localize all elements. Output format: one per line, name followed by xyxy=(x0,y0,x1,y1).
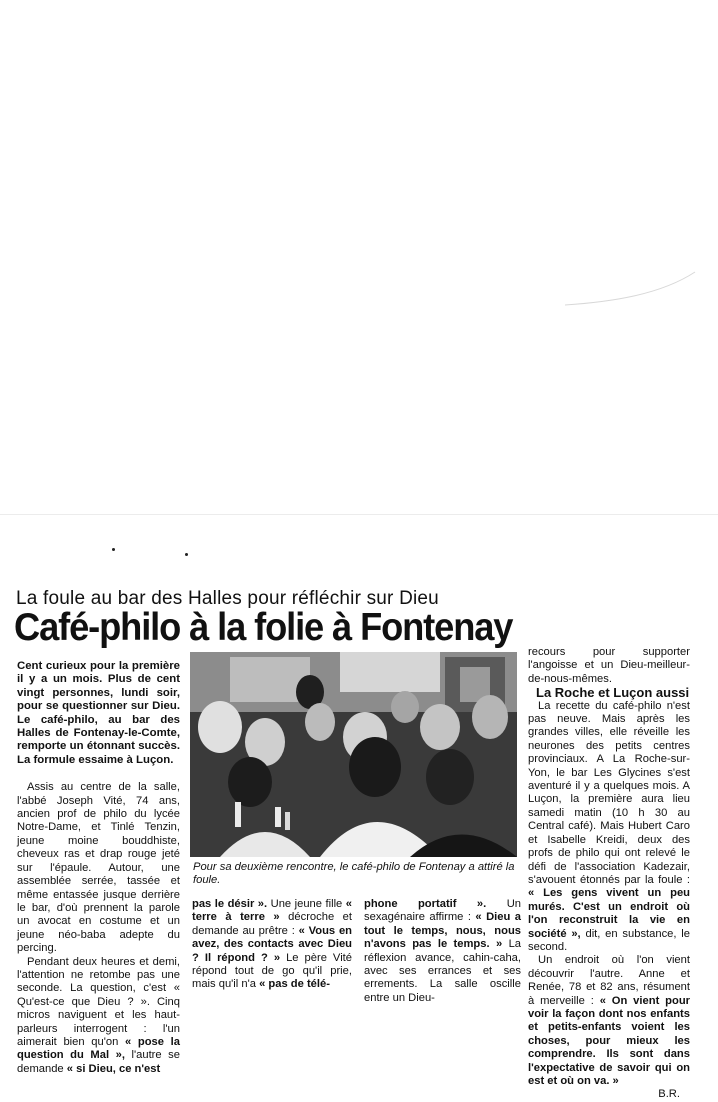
column-2 xyxy=(192,898,352,992)
article-kicker: La foule au bar des Halles pour réfléchir sur Dieu xyxy=(16,588,439,609)
photo-caption: Pour sa deuxième rencontre, le café-philo de Fontenay a attiré la foule. xyxy=(193,861,515,887)
paragraph: recours pour supporter l'angoisse et un Dieu-meilleur-de-nous-mêmes. xyxy=(528,646,690,685)
crowd-photo-image xyxy=(190,652,517,857)
paragraph: phone portatif ». Un sexagénaire affirme : « Dieu a tout le temps, nous, nous n'avons pas le temps. » La réflexion avance, cahin-caha, avec ses errances et ses errements. La salle oscille entre un Dieu- xyxy=(364,898,522,1004)
crowd-photo xyxy=(190,652,517,857)
article-headline: Café-philo à la folie à Fontenay xyxy=(14,606,513,649)
paragraph: Pendant deux heures et demi, l'attention ne retombe pas une seconde. La question, c'est « Qu'est-ce que Dieu ? ». Cinq micros naviguent et les haut-parleurs interrogent : l'un aimerait bien qu'on « pose la question du Mal », l'autre se demande « si Dieu, ce n'est xyxy=(17,955,180,1075)
paragraph: La recette du café-philo n'est pas neuve. Mais après les grandes villes, elle réveille les neurones des petits centres provinciaux. A La Roche-sur-Yon, le bar Les Glycines s'est aventuré il y a quelques mois. A Luçon, la première aura lieu samedi matin (10 h 30 au Central café). Mais Hubert Caro et Isabelle Kreidi, deux des profs de philo qui ont relevé le défi de l'association Kadezair, s'avouent étonnés par la foule : « Les gens vivent un peu murés. C'est un endroit où l'on reconstruit la vie en société », dit, en substance, le second. xyxy=(528,699,691,953)
paper-curl-mark xyxy=(560,270,700,310)
blank-upper-page xyxy=(0,0,718,515)
section-subheading: La Roche et Luçon aussi xyxy=(536,685,690,701)
article-lead: Cent curieux pour la première il y a un mois. Plus de cent vingt personnes, lundi soir, pour se questionner sur Dieu. Le café-philo, au bar des Halles de Fontenay-le-Comte, remporte un étonnant succès. La formule essaime à Luçon. xyxy=(17,660,180,766)
paragraph: Assis au centre de la salle, l'abbé Joseph Vité, 74 ans, ancien prof de philo du lycée Notre-Dame, et Tinlé Tenzin, jeune moine bouddhiste, cheveux ras et drap rouge jeté sur l'épaule. Autour, une assemblée serrée, tassée et même entassée jusque derrière le bar, d'où prennent la parole un avocat en costume et un jeune néo-baba adepte du percing. xyxy=(17,781,180,955)
column-4 xyxy=(528,646,690,1102)
author-signature: B.R. xyxy=(658,1088,680,1101)
column-3 xyxy=(364,898,521,1005)
paragraph: pas le désir ». Une jeune fille « terre à terre » décroche et demande au prêtre : « Vous en avez, des contacts avec Dieu ? Il répond ? » Le père Vité répond tout de go qu'il prie, mais qu'il n'a « pas de télé- xyxy=(192,898,353,991)
scan-speck xyxy=(185,553,188,556)
paragraph: Un endroit où l'on vient découvrir l'autre. Anne et Renée, 78 et 82 ans, résument à merveille : « On vient pour voir la façon dont nos enfants et petits-enfants voient les choses, pour mieux les comprendre. Ils sont dans l'expectative de savoir qui on est et où on va. » xyxy=(528,954,691,1087)
scan-fold-line xyxy=(0,514,718,515)
scan-speck xyxy=(112,548,115,551)
column-1 xyxy=(17,660,180,1076)
